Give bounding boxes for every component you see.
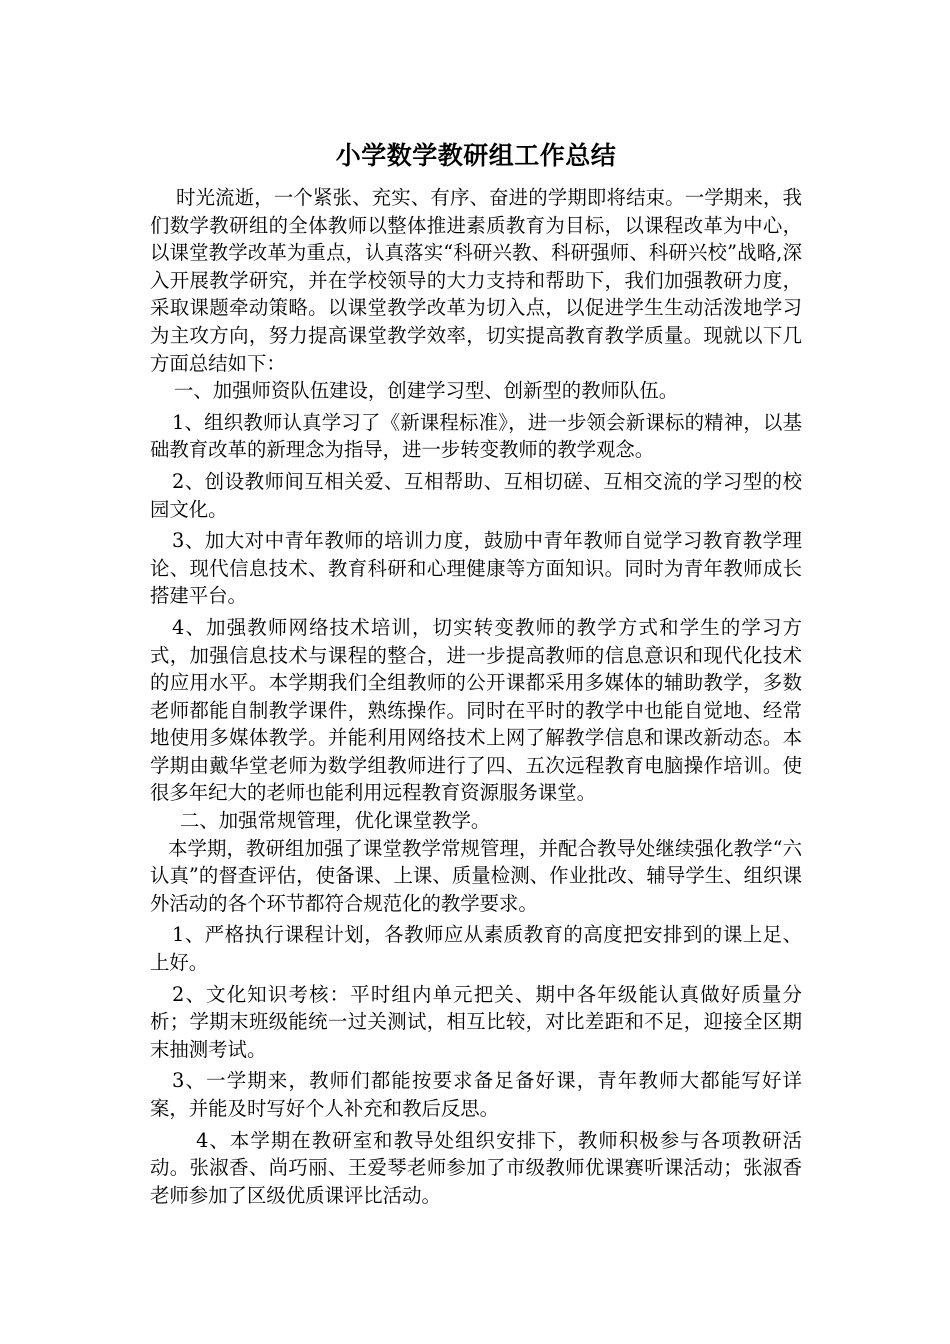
- section-1-item-1: 1、组织教师认真学习了《新课程标准》，进一步领会新课标的精神，以基础教育改革的新理念为指导，进一步转变教师的教学观念。: [150, 410, 802, 462]
- section-2-item-3: 3、一学期来，教师们都能按要求备足备好课，青年教师大都能写好详案，并能及时写好个人补充和教后反思。: [150, 1069, 802, 1120]
- section-2-item-1: 1、严格执行课程计划，各教师应从素质教育的高度把安排到的课上足、上好。: [150, 923, 802, 975]
- document-title: 小学数学教研组工作总结: [335, 141, 617, 170]
- section-heading-1: 一、加强师资队伍建设，创建学习型、创新型的教师队伍。: [174, 379, 679, 403]
- intro-paragraph: 时光流逝，一个紧张、充实、有序、奋进的学期即将结束。一学期来，我们数学教研组的全体教师以整体推进素质教育为目标，以课程改革为中心，以课堂教学改革为重点，认真落实“科研兴教、科研强师、科研兴校”战略,深入开展教学研究，并在学校领导的大力支持和帮助下，我们加强教研力度，采取课题牵动策略。以课堂教学改革为切入点，以促进学生生动活泼地学习为主攻方向，努力提高课堂教学效率，切实提高教育教学质量。现就以下几方面总结如下：: [150, 186, 802, 375]
- document-page: [150, 0, 802, 1344]
- document-body: [150, 184, 802, 1209]
- section-2-item-4: 4、本学期在教研室和教导处组织安排下，教师积极参与各项教研活动。张淑香、尚巧丽、王爱琴老师参加了市级教师优课赛听课活动；张淑香老师参加了区级优质课评比活动。: [150, 1128, 802, 1207]
- section-2-intro: 本学期，教研组加强了课堂教学常规管理，并配合教导处继续强化教学“六认真”的督查评估，使备课、上课、质量检测、作业批改、辅导学生、组织课外活动的各个环节都符合规范化的教学要求。: [150, 836, 802, 915]
- section-1-item-3: 3、加大对中青年教师的培训力度，鼓励中青年教师自觉学习教育教学理论、现代信息技术、教育科研和心理健康等方面知识。同时为青年教师成长搭建平台。: [150, 529, 802, 608]
- section-1-item-4: 4、加强教师网络技术培训，切实转变教师的教学方式和学生的学习方式，加强信息技术与课程的整合，进一步提高教师的信息意识和现代化技术的应用水平。本学期我们全组教师的公开课都采用多媒体的辅助教学，多数老师都能自制教学课件，熟练操作。同时在平时的教学中也能自觉地、经常地使用多媒体教学。并能利用网络技术上网了解教学信息和课改新动态。本学期由戴华堂老师为数学组教师进行了四、五次远程教育电脑操作培训。使很多年纪大的老师也能利用远程教育资源服务课堂。: [150, 615, 802, 805]
- section-1-item-2: 2、创设教师间互相关爱、互相帮助、互相切磋、互相交流的学习型的校园文化。: [150, 469, 802, 521]
- section-2-item-2: 2、文化知识考核：平时组内单元把关、期中各年级能认真做好质量分析；学期末班级能统一过关测试，相互比较，对比差距和不足，迎接全区期末抽测考试。: [150, 982, 802, 1061]
- section-heading-2: 二、加强常规管理，优化课堂教学。: [180, 809, 491, 833]
